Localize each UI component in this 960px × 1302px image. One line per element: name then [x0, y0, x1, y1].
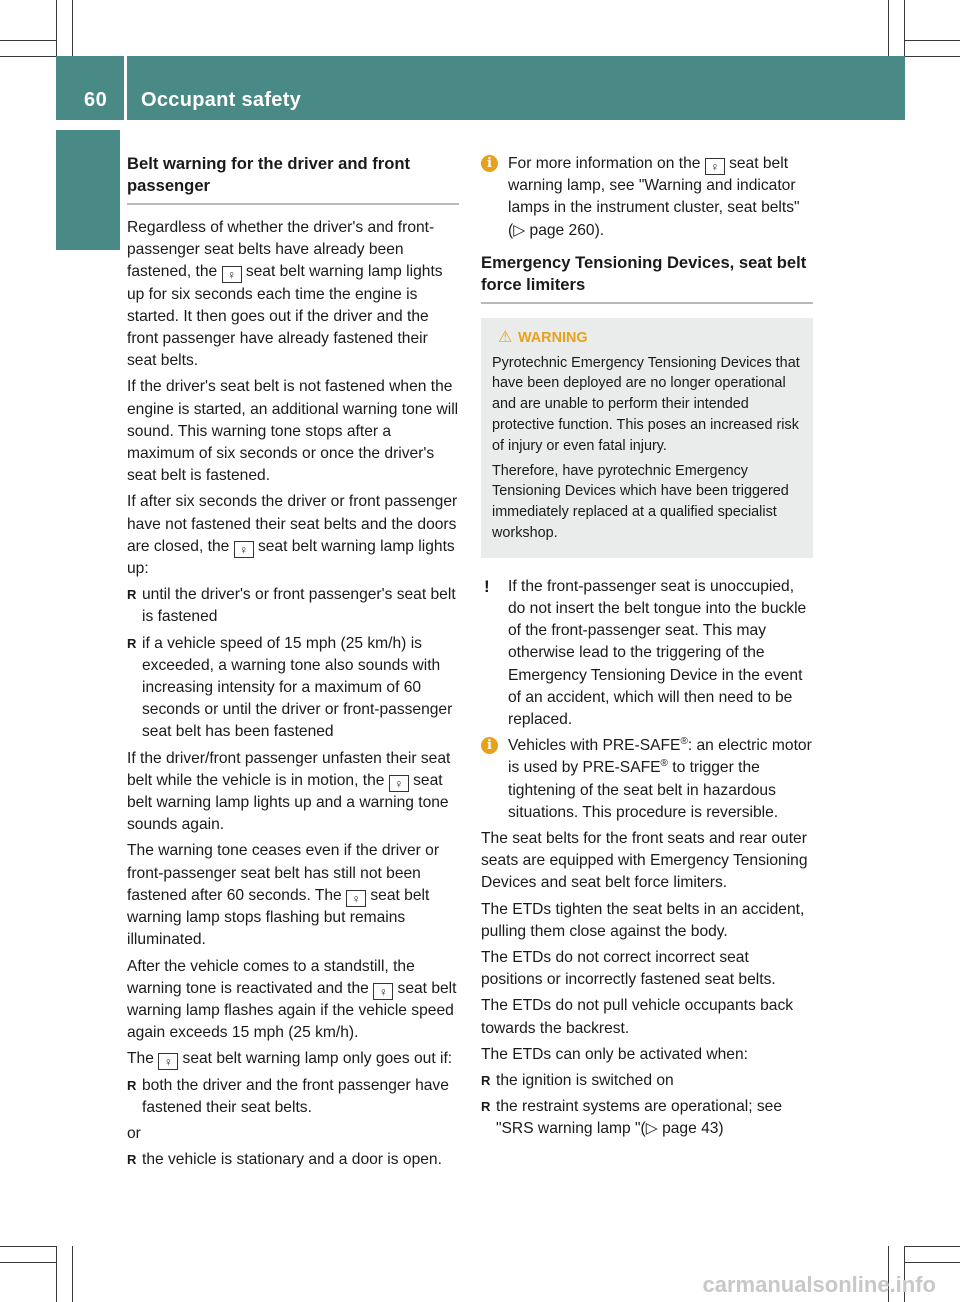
crop-mark: [56, 0, 57, 56]
seat-belt-icon: ♀: [222, 266, 242, 283]
list-item: R until the driver's or front passenger's seat belt is fastened: [127, 586, 456, 626]
paragraph: The ETDs do not pull vehicle occupants back towards the backrest.: [481, 997, 794, 1037]
exclamation-icon: !: [484, 576, 490, 596]
section-heading: Belt warning for the driver and front passenger: [127, 154, 411, 195]
paragraph: The ETDs tighten the seat belts in an accident, pulling them close against the body.: [481, 900, 805, 940]
list-item: R the vehicle is stationary and a door is open.: [127, 1149, 459, 1171]
left-column: [127, 153, 459, 1175]
bullet-marker: R: [127, 587, 137, 603]
warning-text: Pyrotechnic Emergency Tensioning Devices that have been deployed are no longer operational and are unable to perform their intended protective function. This poses an increased risk of injury or even fatal injury.: [492, 354, 800, 454]
warning-triangle-icon: ⚠: [498, 328, 513, 346]
section-heading: Emergency Tensioning Devices, seat belt force limiters: [481, 252, 807, 294]
paragraph: The ETDs can only be activated when:: [481, 1045, 748, 1063]
seat-belt-icon: ♀: [373, 983, 393, 1000]
info-note: i For more information on the ♀ seat belt warning lamp, see "Warning and indicator lamps in the instrument cluster, seat belts" (▷ page 260).: [481, 153, 813, 242]
section-label: Safety: [56, 139, 81, 206]
paragraph: If the driver's seat belt is not fastened when the engine is started, an additional warning tone will sound. This warning tone stops after a maximum of six seconds or once the driver's seat belt is fastened.: [127, 378, 459, 485]
seat-belt-icon: ♀: [346, 890, 366, 907]
list-item: R both the driver and the front passenger have fastened their seat belts.: [127, 1076, 449, 1116]
seat-belt-icon: ♀: [389, 775, 409, 792]
paragraph: or: [127, 1124, 141, 1142]
crop-mark: [0, 1246, 56, 1247]
crop-mark: [904, 1262, 960, 1263]
crop-mark: [904, 56, 960, 57]
crop-mark: [904, 1246, 960, 1247]
warning-box: [481, 318, 813, 558]
crop-mark: [72, 0, 73, 56]
heading-rule: [481, 302, 813, 304]
crop-mark: [904, 0, 905, 56]
page-arrow-icon: ▷: [513, 221, 526, 239]
crop-mark: [0, 56, 56, 57]
crop-mark: [888, 0, 889, 56]
seat-belt-icon: ♀: [705, 158, 725, 175]
paragraph: The ETDs do not correct incorrect seat positions or incorrectly fastened seat belts.: [481, 949, 776, 989]
info-note: i Vehicles with PRE-SAFE®: an electric motor is used by PRE-SAFE® to trigger the tightening of the seat belt in hazardous situations. This procedure is reversible.: [481, 735, 813, 824]
bullet-marker: R: [127, 635, 137, 651]
paragraph: After the vehicle comes to a standstill, the warning tone is reactivated and the ♀ seat belt warning lamp flashes again if the vehicle speed again exceeds 15 mph (25 km/h).: [127, 957, 457, 1042]
list-item: R if a vehicle speed of 15 mph (25 km/h) is exceeded, a warning tone also sounds with increasing intensity for a maximum of 60 seconds or until the driver or front-passenger seat belt has been fastened: [127, 634, 453, 741]
bullet-marker: R: [481, 1099, 491, 1115]
watermark: carmanualsonline.info: [702, 1272, 936, 1297]
seat-belt-icon: ♀: [158, 1053, 178, 1070]
page-title: Occupant safety: [141, 89, 302, 111]
list-item: R the ignition is switched on: [481, 1070, 813, 1092]
crop-mark: [72, 1246, 73, 1302]
bullet-marker: R: [127, 1077, 137, 1093]
crop-mark: [0, 1262, 56, 1263]
warning-text: Therefore, have pyrotechnic Emergency Tensioning Devices which have been triggered immediately replaced at a qualified specialist workshop.: [492, 462, 789, 541]
warning-title: ⚠ WARNING: [492, 328, 803, 349]
bullet-marker: R: [481, 1073, 491, 1089]
crop-mark: [56, 1246, 57, 1302]
notice-note: ! If the front-passenger seat is unoccupied, do not insert the belt tongue into the buckle of the front-passenger seat. This may otherwise lead to the triggering of the Emergency Tensioning Device in the event of an accident, which will then need to be replaced.: [484, 576, 807, 728]
bullet-marker: R: [127, 1152, 137, 1168]
paragraph: The warning tone ceases even if the driver or front-passenger seat belt has still not been fastened after 60 seconds. The ♀ seat belt warning lamp stops flashing but remains illuminated.: [127, 842, 440, 949]
list-item: R the restraint systems are operational; see "SRS warning lamp "(▷ page 43): [481, 1098, 783, 1138]
paragraph: The ♀ seat belt warning lamp only goes out if:: [127, 1050, 453, 1070]
seat-belt-icon: ♀: [234, 541, 254, 558]
info-icon: i: [481, 737, 498, 754]
crop-mark: [904, 40, 960, 41]
page-number: 60: [84, 89, 108, 111]
paragraph: If after six seconds the driver or front passenger have not fastened their seat belts and the doors are closed, the ♀ seat belt warning lamp lights up:: [127, 493, 458, 578]
heading-rule: [127, 203, 459, 205]
crop-mark: [0, 40, 56, 41]
page-arrow-icon: ▷: [645, 1120, 658, 1138]
paragraph: Regardless of whether the driver's and front-passenger seat belts have already been fastened, the ♀ seat belt warning lamp lights up for six seconds each time the engine is started. It then goes out if the driver and the front passenger have already fastened their seat belts.: [127, 219, 443, 370]
paragraph: The seat belts for the front seats and rear outer seats are equipped with Emergency Tensioning Devices and seat belt force limiters.: [481, 830, 808, 892]
info-icon: i: [481, 155, 498, 172]
header-divider: [124, 56, 127, 120]
paragraph: If the driver/front passenger unfasten their seat belt while the vehicle is in motion, the ♀ seat belt warning lamp lights up and a warning tone sounds again.: [127, 749, 451, 834]
right-column: [481, 153, 813, 1145]
